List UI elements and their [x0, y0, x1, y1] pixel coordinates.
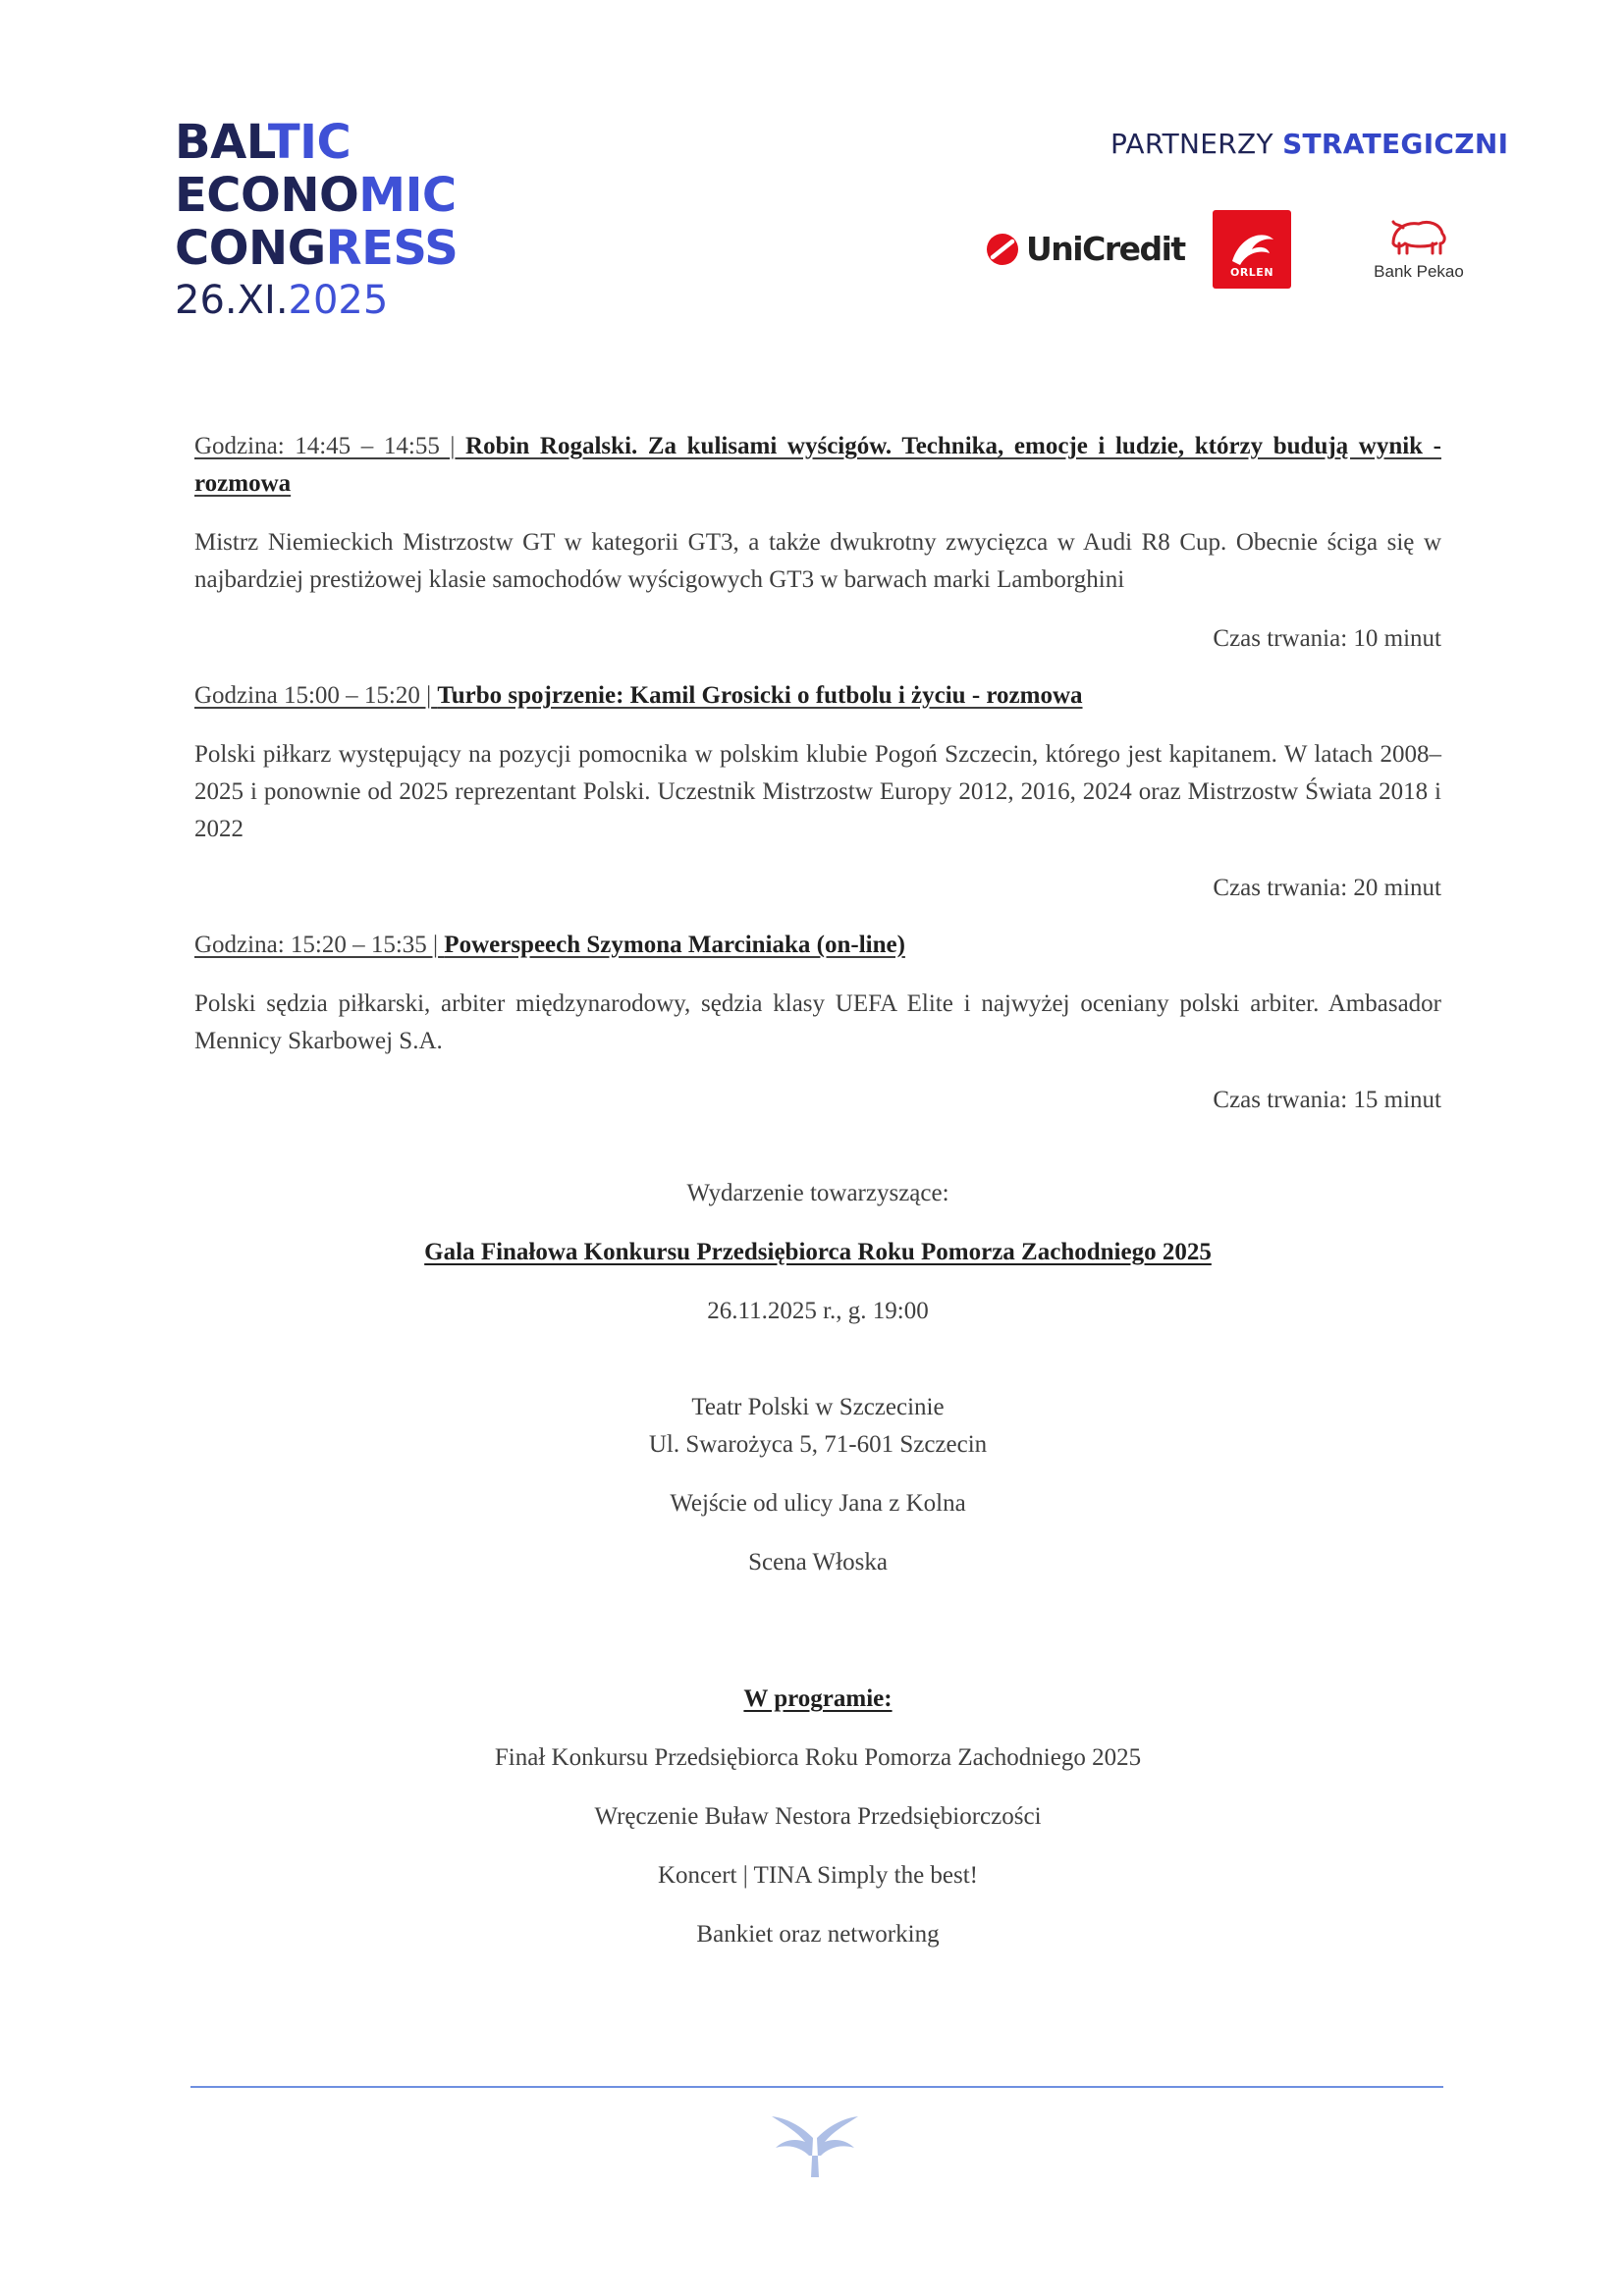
session-time: Godzina 15:00 – 15:20 | — [194, 682, 432, 709]
side-event-title: Gala Finałowa Konkursu Przedsiębiorca Roku Pomorza Zachodniego 2025 — [424, 1239, 1212, 1265]
logo-line-congress — [175, 222, 458, 275]
session-description: Mistrz Niemieckich Mistrzostw GT w kategorii GT3, a także dwukrotny zwycięzca w Audi R8 Cup. Obecnie ściga się w najbardziej prestiżowej klasie samochodów wyścigowych GT3 w barwach marki Lamborghini — [194, 529, 1441, 593]
partners-heading-strong: STRATEGICZNI — [1282, 128, 1509, 160]
unicredit-logo — [985, 230, 1185, 268]
footer-emblem — [768, 2109, 862, 2184]
side-event-stage: Scena Włoska — [748, 1549, 888, 1575]
logo-text: ECONO — [175, 168, 359, 223]
session-duration: Czas trwania: 10 minut — [1213, 625, 1441, 652]
logo-date — [175, 279, 458, 322]
congress-logo — [175, 116, 458, 322]
logo-text: MIC — [358, 168, 457, 223]
session-title: Powerspeech Szymona Marciniaka (on-line) — [444, 932, 905, 958]
session-heading — [194, 428, 1441, 503]
session-duration: Czas trwania: 20 minut — [1213, 875, 1441, 901]
session-title: Turbo spojrzenie: Kamil Grosicki o futbolu i życiu - rozmowa — [437, 682, 1083, 709]
pekao-text: Bank Pekao — [1374, 262, 1464, 281]
side-event-date: 26.11.2025 r., g. 19:00 — [707, 1298, 929, 1324]
program — [194, 1681, 1441, 1953]
side-event — [194, 1175, 1441, 1581]
logo-date-text: 26.XI. — [175, 278, 289, 323]
program-item: Koncert | TINA Simply the best! — [657, 1862, 979, 1889]
partners-heading-text: PARTNERZY — [1110, 128, 1273, 160]
program-item: Finał Konkursu Przedsiębiorca Roku Pomorza Zachodniego 2025 — [494, 1744, 1142, 1771]
side-event-entrance: Wejście od ulicy Jana z Kolna — [670, 1490, 966, 1517]
session-time: Godzina: 15:20 – 15:35 | — [194, 932, 439, 958]
side-event-label: Wydarzenie towarzyszące: — [686, 1180, 949, 1206]
program-item: Bankiet oraz networking — [696, 1921, 940, 1948]
logo-text: TIC — [267, 115, 352, 170]
session-duration: Czas trwania: 15 minut — [1213, 1087, 1441, 1113]
session-heading — [194, 927, 1441, 964]
session-title: Robin Rogalski. Za kulisami wyścigów. Technika, emocje i ludzie, którzy budują wynik - rozmowa — [194, 433, 1441, 497]
orlen-text: ORLEN — [1229, 266, 1274, 279]
session-heading — [194, 677, 1441, 715]
partners-heading — [1110, 128, 1508, 160]
seabird-emblem-icon — [768, 2109, 862, 2179]
session-description: Polski sędzia piłkarski, arbiter międzynarodowy, sędzia klasy UEFA Elite i najwyżej oceniany polski arbiter. Ambasador Mennicy Skarbowej S.A. — [194, 990, 1441, 1054]
logo-text: BAL — [175, 115, 268, 170]
bison-icon — [1389, 214, 1448, 257]
session-description: Polski piłkarz występujący na pozycji pomocnika w polskim klubie Pogoń Szczecin, którego jest kapitanem. W latach 2008–2025 i ponownie od 2025 reprezentant Polski. Uczestnik Mistrzostw Europy 2012, 2016, 2024 oraz Mistrzostw Świata 2018 i 2022 — [194, 741, 1441, 842]
session-2 — [194, 677, 1441, 907]
pekao-logo — [1373, 214, 1465, 282]
logo-text: RESS — [325, 221, 459, 276]
footer-divider — [190, 2086, 1443, 2088]
logo-date-text: 2025 — [288, 278, 389, 323]
session-1 — [194, 428, 1441, 658]
logo-text: CONG — [175, 221, 326, 276]
session-3 — [194, 927, 1441, 1119]
session-time: Godzina: 14:45 – 14:55 | — [194, 433, 456, 459]
orlen-logo — [1213, 210, 1291, 289]
side-event-venue: Teatr Polski w Szczecinie — [691, 1394, 945, 1420]
unicredit-icon — [985, 232, 1020, 267]
program-heading: W programie: — [743, 1685, 893, 1712]
program-item: Wręczenie Buław Nestora Przedsiębiorczości — [594, 1803, 1042, 1830]
unicredit-text: UniCredit — [1026, 230, 1185, 268]
logo-line-baltic — [175, 116, 458, 169]
side-event-address: Ul. Swarożyca 5, 71-601 Szczecin — [648, 1431, 988, 1458]
logo-line-economic — [175, 169, 458, 222]
